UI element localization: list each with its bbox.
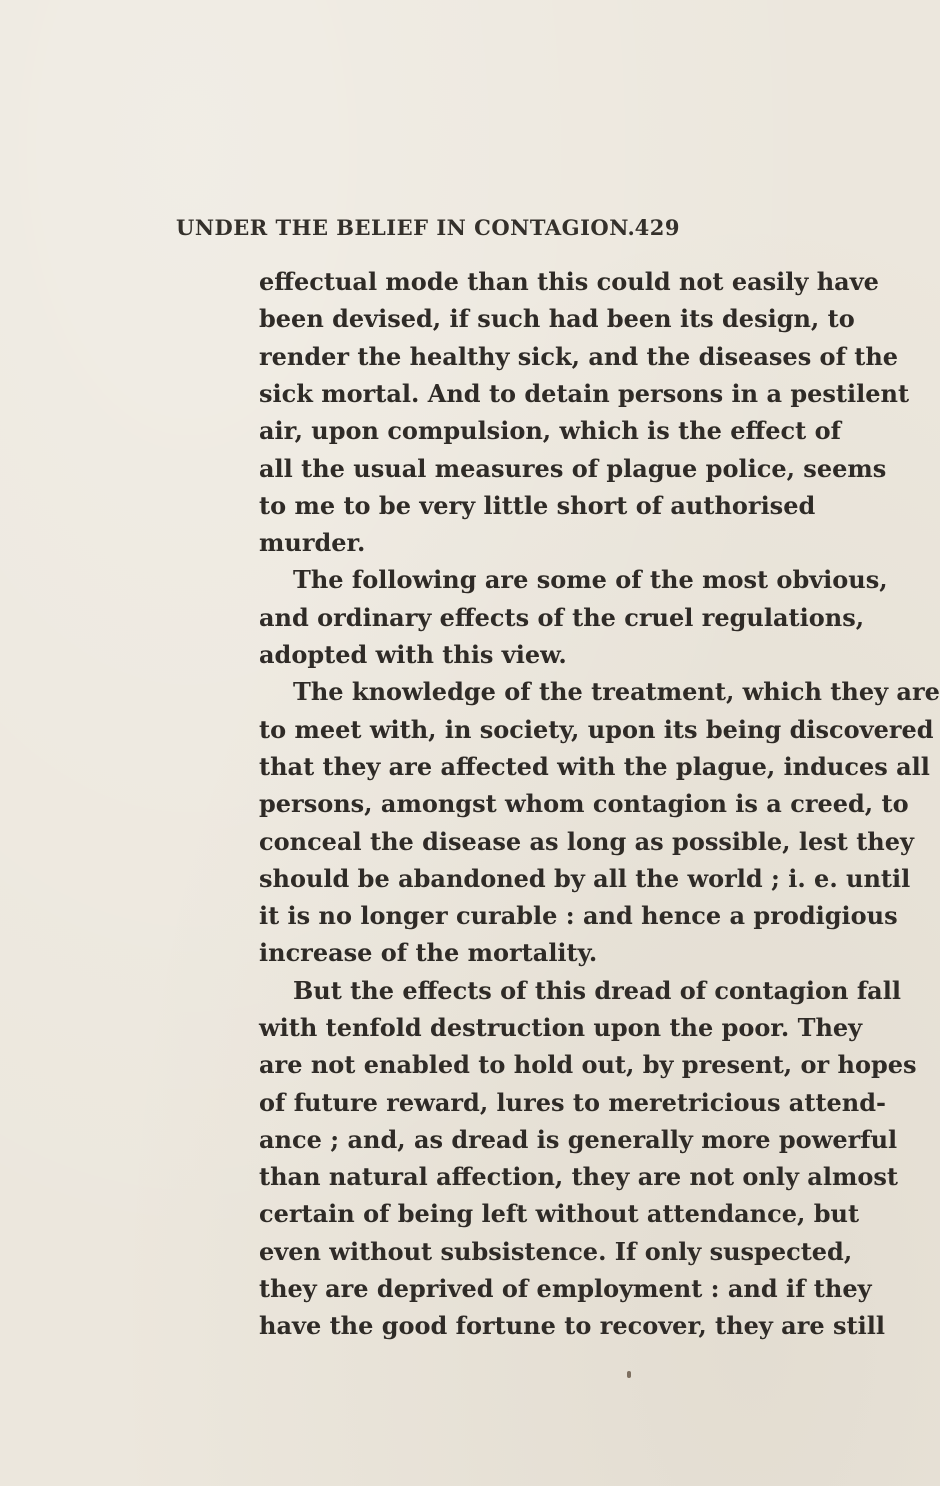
text-line bbox=[0, 374, 910, 414]
text-line bbox=[0, 1269, 872, 1309]
text-line-content: should be abandoned by all the world ; i. e. until bbox=[259, 864, 911, 893]
text-line-content: adopted with this view. bbox=[259, 640, 567, 669]
text-line-content: ance ; and, as dread is generally more powerful bbox=[259, 1125, 898, 1154]
text-line bbox=[0, 449, 887, 489]
text-line-content: of future reward, lures to meretricious attend- bbox=[259, 1088, 886, 1117]
text-line-content: than natural affection, they are not only almost bbox=[259, 1162, 898, 1191]
text-line-content: murder. bbox=[259, 528, 366, 557]
text-line-content: effectual mode than this could not easily have bbox=[259, 267, 879, 296]
text-line-content: render the healthy sick, and the diseases of the bbox=[259, 342, 899, 371]
text-line-content: with tenfold destruction upon the poor. They bbox=[259, 1013, 863, 1042]
text-line-content: certain of being left without attendance, but bbox=[259, 1199, 860, 1228]
text-line bbox=[0, 710, 934, 750]
text-line bbox=[0, 1232, 853, 1272]
text-line-content: that they are affected with the plague, induces all bbox=[259, 752, 930, 781]
text-line-content: all the usual measures of plague police, seems bbox=[259, 454, 887, 483]
text-line bbox=[0, 1306, 885, 1346]
text-line bbox=[0, 1008, 863, 1048]
text-line-content: But the effects of this dread of contagion fall bbox=[293, 976, 901, 1005]
text-line-content: conceal the disease as long as possible, lest they bbox=[259, 827, 914, 856]
text-line-content: they are deprived of employment : and if they bbox=[259, 1274, 872, 1303]
text-line bbox=[0, 299, 855, 339]
text-line-content: air, upon compulsion, which is the effect of bbox=[259, 416, 841, 445]
text-line bbox=[0, 523, 800, 563]
text-line-content: persons, amongst whom contagion is a creed, to bbox=[259, 789, 909, 818]
text-line bbox=[0, 859, 911, 899]
text-line-content: The knowledge of the treatment, which they are bbox=[293, 677, 940, 706]
text-line-content: are not enabled to hold out, by present, or hopes bbox=[259, 1050, 917, 1079]
text-line-content: sick mortal. And to detain persons in a pestilent bbox=[259, 379, 910, 408]
page-number: 429 bbox=[634, 215, 680, 240]
text-line bbox=[0, 262, 879, 302]
text-line-content: even without subsistence. If only suspected, bbox=[259, 1237, 853, 1266]
text-line bbox=[0, 896, 898, 936]
text-line bbox=[0, 784, 909, 824]
text-line bbox=[0, 747, 930, 787]
text-line-content: it is no longer curable : and hence a prodigious bbox=[259, 901, 898, 930]
text-line bbox=[0, 933, 800, 973]
text-line bbox=[0, 560, 888, 600]
text-line-content: increase of the mortality. bbox=[259, 938, 598, 967]
text-line bbox=[0, 411, 841, 451]
running-head-title: UNDER THE BELIEF IN CONTAGION. bbox=[176, 215, 636, 240]
text-line bbox=[0, 1194, 860, 1234]
text-line-content: to me to be very little short of authorised bbox=[259, 491, 816, 520]
text-line bbox=[0, 971, 901, 1011]
text-line bbox=[0, 635, 800, 675]
text-line bbox=[0, 1157, 898, 1197]
text-line bbox=[0, 1045, 917, 1085]
text-line bbox=[0, 1083, 886, 1123]
ink-mark bbox=[627, 1371, 631, 1378]
text-line bbox=[0, 822, 914, 862]
text-line-content: have the good fortune to recover, they are still bbox=[259, 1311, 885, 1340]
running-head bbox=[176, 215, 680, 255]
text-line-content: The following are some of the most obvious, bbox=[293, 565, 888, 594]
text-line bbox=[0, 337, 899, 377]
text-line-content: been devised, if such had been its design, to bbox=[259, 304, 855, 333]
text-line bbox=[0, 598, 865, 638]
text-line bbox=[0, 486, 816, 526]
text-line bbox=[0, 1120, 898, 1160]
text-line-content: to meet with, in society, upon its being discovered bbox=[259, 715, 934, 744]
text-line bbox=[0, 672, 940, 712]
text-line-content: and ordinary effects of the cruel regulations, bbox=[259, 603, 865, 632]
